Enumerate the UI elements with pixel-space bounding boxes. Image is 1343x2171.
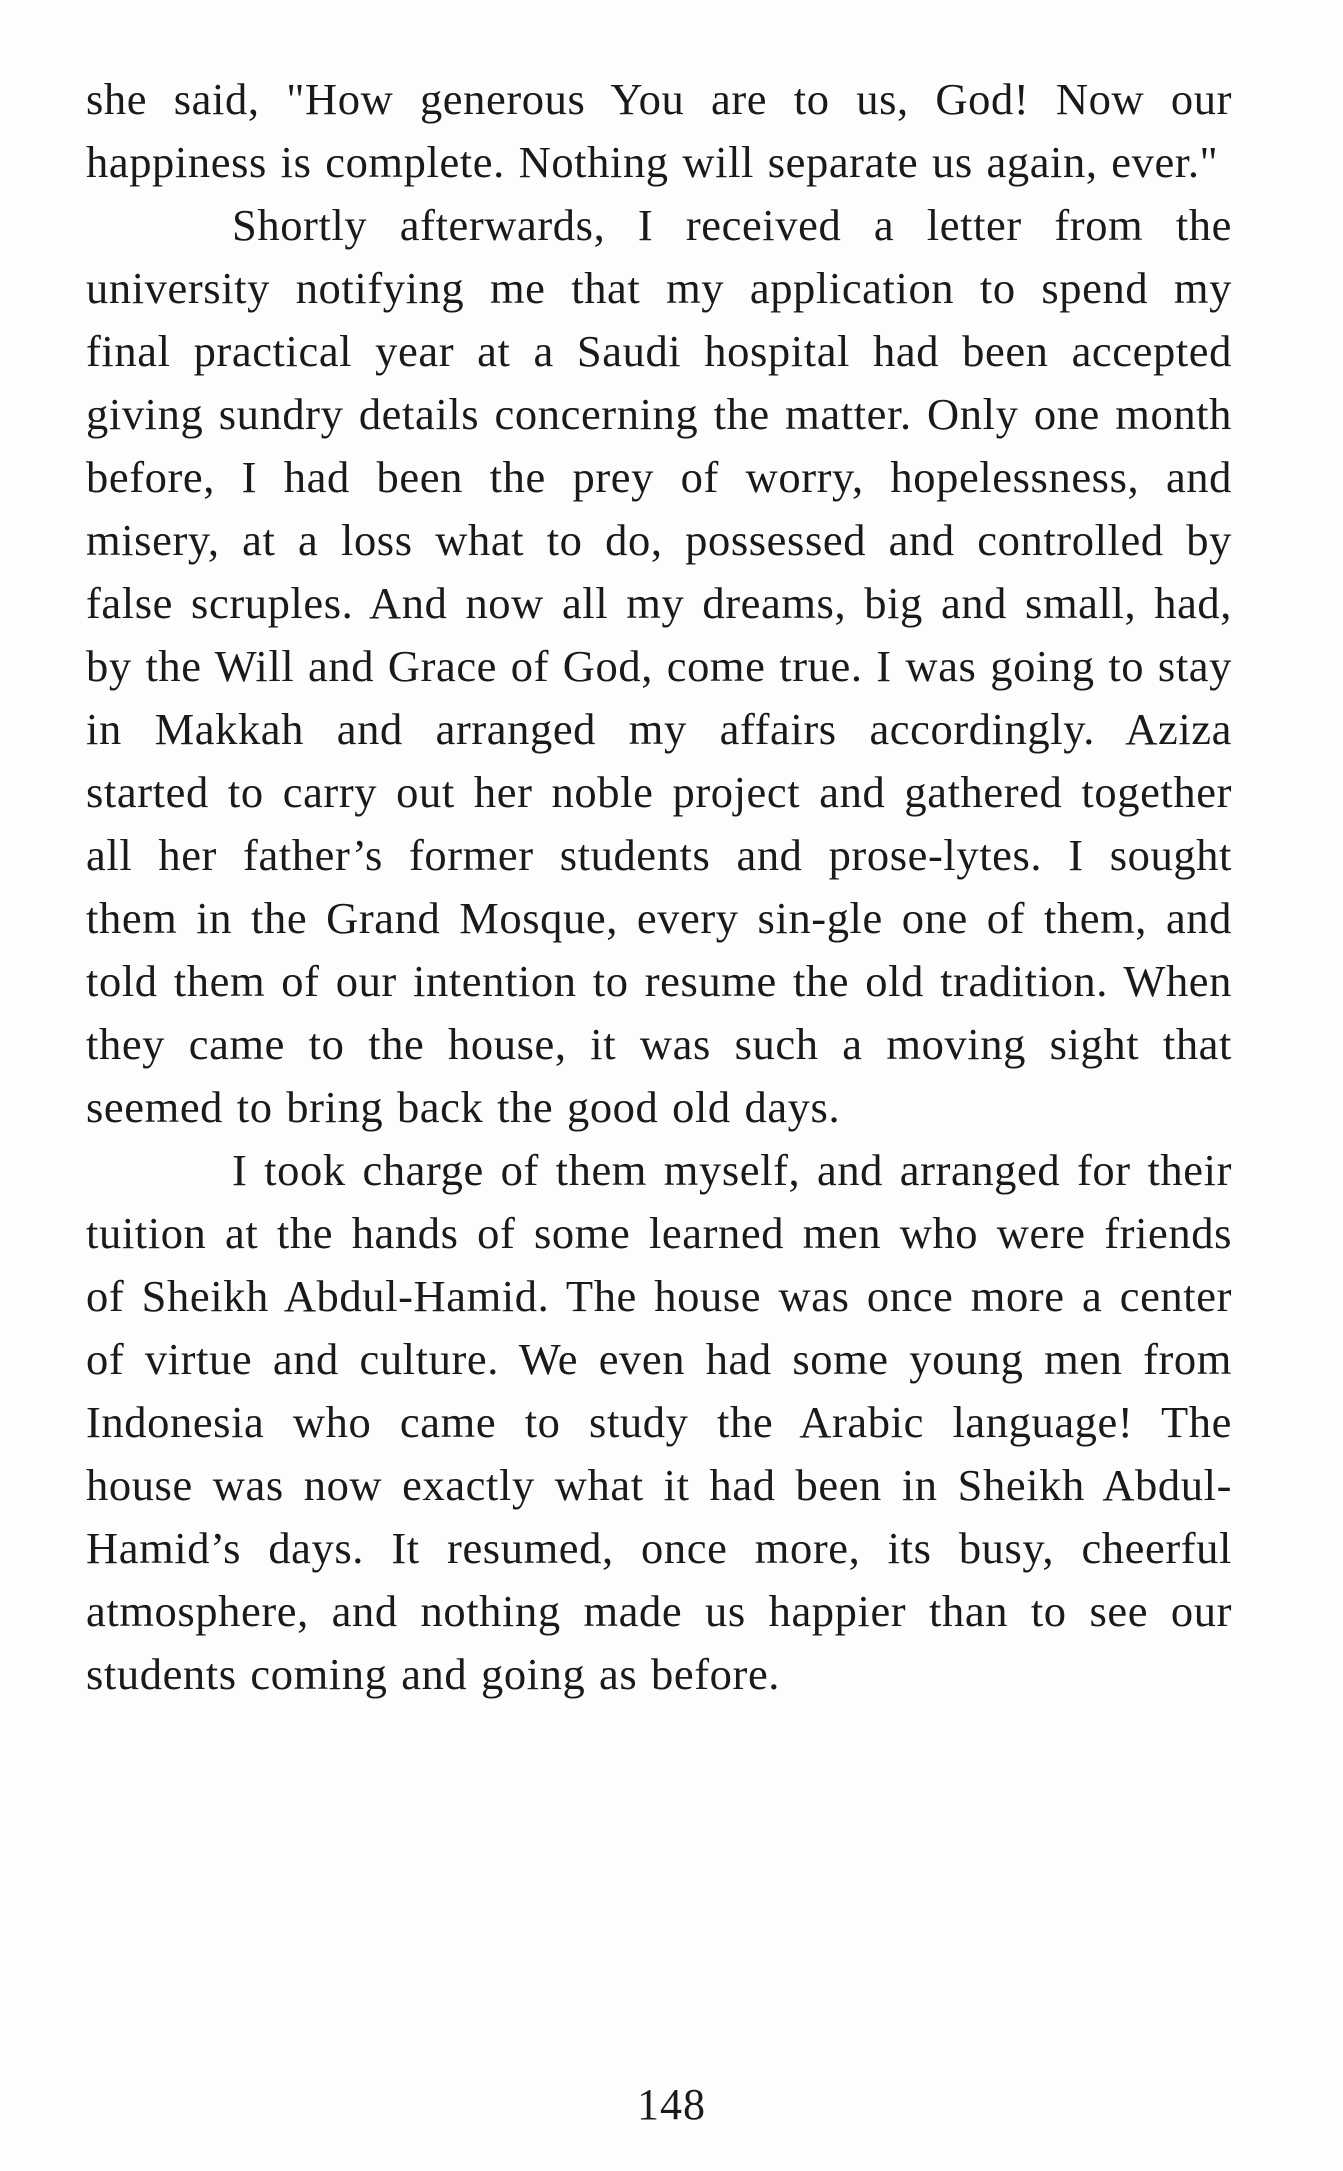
body-text (86, 68, 1232, 1706)
paragraph-continuation: she said, "How generous You are to us, God! Now our happiness is complete. Nothing will separate us again, ever." (86, 74, 1232, 187)
paragraph-students-tuition: I took charge of them myself, and arranged for their tuition at the hands of some learned men who were friends of Sheikh Abdul-Hamid. The house was once more a center of virtue and culture. We even had some young men from Indonesia who came to study the Arabic language! The house was now exactly what it had been in Sheikh Abdul-Hamid’s days. It resumed, once more, its busy, cheerful atmosphere, and nothing made us happier than to see our students coming and going as before. (86, 1145, 1232, 1699)
paragraph-university-letter: Shortly afterwards, I received a letter from the university notifying me that my application to spend my final practical year at a Saudi hospital had been accepted giving sundry details concerning the matter. Only one month before, I had been the prey of worry, hopelessness, and misery, at a loss what to do, possessed and controlled by false scruples. And now all my dreams, big and small, had, by the Will and Grace of God, come true. I was going to stay in Makkah and arranged my affairs accordingly. Aziza started to carry out her noble project and gathered together all her father’s former students and prose-lytes. I sought them in the Grand Mosque, every sin-gle one of them, and told them of our intention to resume the old tradition. When they came to the house, it was such a moving sight that seemed to bring back the good old days. (86, 200, 1232, 1132)
page-number: 148 (637, 2080, 706, 2129)
